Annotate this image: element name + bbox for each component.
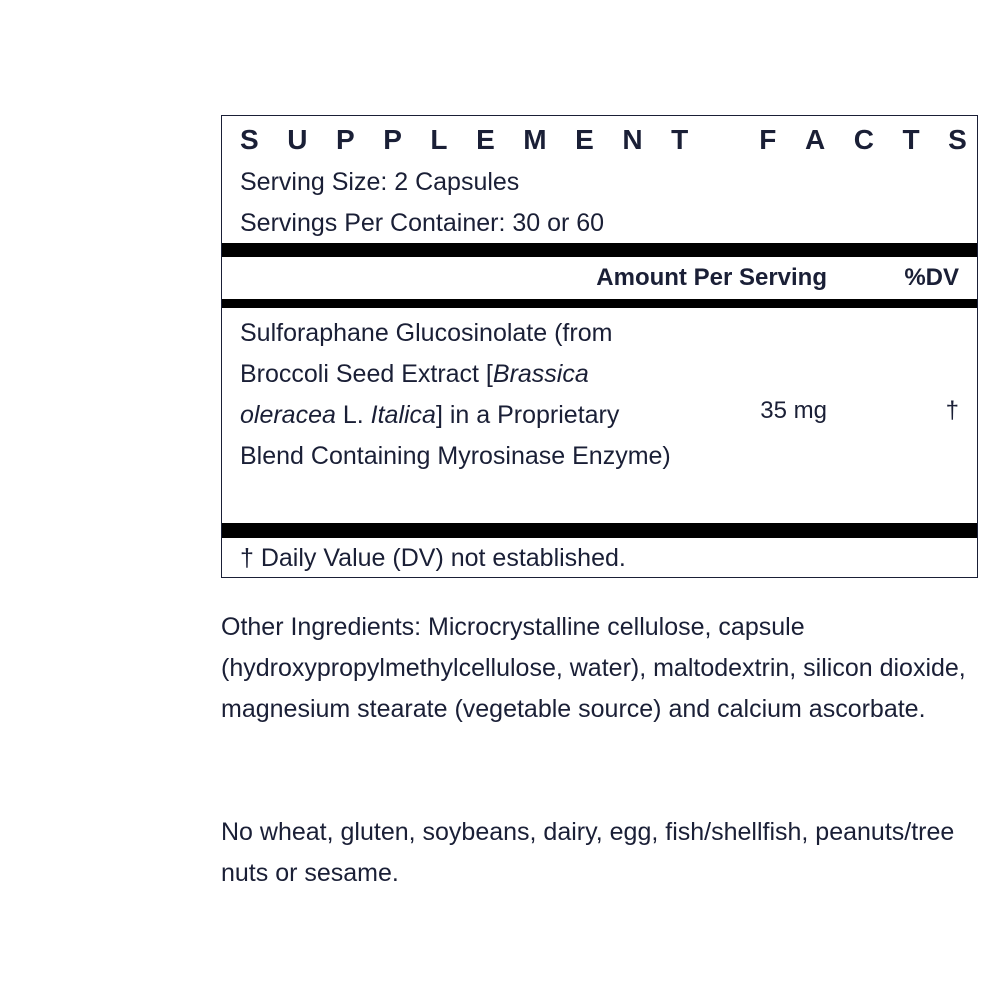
facts-title xyxy=(240,122,967,158)
ingredient-name-text: ] in a Proprietary Blend Containing Myrosinase Enzyme) xyxy=(240,401,671,470)
serving-size: Serving Size: 2 Capsules xyxy=(240,168,520,196)
title-letter: T xyxy=(902,124,920,155)
amount-per-serving-header: Amount Per Serving xyxy=(596,264,827,291)
ingredient-name-text: Sulforaphane Glucosinolate (from Broccoli Seed Extract [ xyxy=(240,319,613,388)
servings-per-container: Servings Per Container: 30 or 60 xyxy=(240,209,605,237)
title-letter: L xyxy=(430,124,448,155)
title-letter: S xyxy=(240,124,259,155)
title-letter: E xyxy=(476,124,495,155)
supplement-facts-panel xyxy=(221,115,978,578)
title-letter: A xyxy=(804,124,826,155)
ingredient-variety: Italica xyxy=(370,401,436,429)
title-letter: C xyxy=(853,124,874,155)
title-letter: E xyxy=(575,124,594,155)
title-letter: N xyxy=(622,124,643,155)
ingredient-species: Brassica oleracea xyxy=(240,360,589,429)
ingredient-dv: † xyxy=(945,397,959,424)
divider-bar xyxy=(222,243,977,257)
title-letter: S xyxy=(948,124,967,155)
allergen-note: No wheat, gluten, soybeans, dairy, egg, fish/shellfish, peanuts/tree nuts or sesame. xyxy=(221,818,955,887)
divider-bar xyxy=(222,523,977,538)
title-letter: T xyxy=(671,124,689,155)
divider-bar xyxy=(222,299,977,308)
ingredient-name xyxy=(240,313,690,477)
daily-value-header: %DV xyxy=(904,264,959,291)
title-letter: U xyxy=(287,124,308,155)
title-letter: P xyxy=(383,124,402,155)
ingredient-name-text: L. xyxy=(335,401,371,429)
title-letter: M xyxy=(523,124,547,155)
title-letter: F xyxy=(759,124,777,155)
ingredient-amount: 35 mg xyxy=(760,397,827,424)
other-ingredients: Other Ingredients: Microcrystalline cellulose, capsule (hydroxypropylmethylcellulose, water), maltodextrin, silicon dioxide, magnesium stearate (vegetable source) and calcium ascorbate. xyxy=(221,613,966,723)
dv-footnote: † Daily Value (DV) not established. xyxy=(240,544,626,572)
title-letter: P xyxy=(335,124,355,155)
